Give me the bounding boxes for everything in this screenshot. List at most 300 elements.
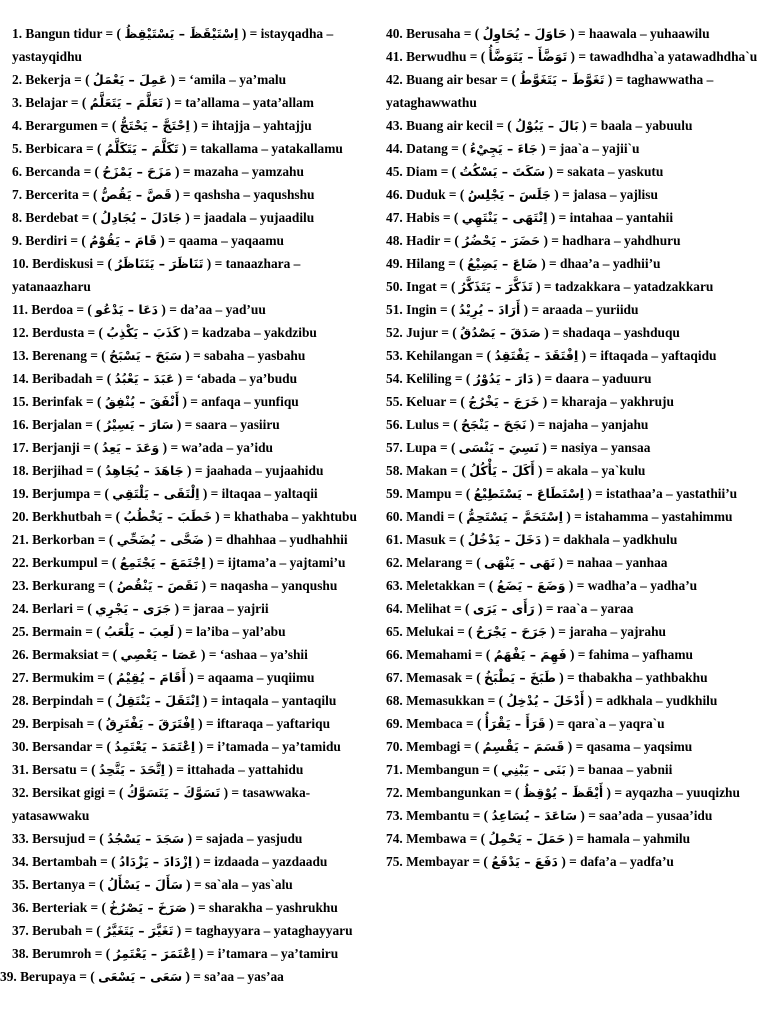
entry-number: 21. <box>12 532 29 547</box>
entry-number: 53. <box>386 348 403 363</box>
entry-transliteration: banaa – yabnii <box>588 762 673 777</box>
entry-word: Mampu <box>406 486 452 501</box>
entry-number: 40. <box>386 26 403 41</box>
entry-word: Berdiskusi <box>32 256 94 271</box>
entry-arabic: وَضَعَ – يَضَعُ <box>496 578 566 593</box>
entry-number: 6. <box>12 164 23 179</box>
entry-arabic: ضَحَّى – يُضَحِّي <box>116 532 205 547</box>
vocab-entry: 30. Bersandar = ( اِعْتَمَدَ – يَعْتَمِدُ ) = i’tamada – ya’tamidu <box>12 739 341 754</box>
entry-arabic: اِزْدَادَ – يَزْدَادُ <box>118 854 193 869</box>
entry-number: 57. <box>386 440 403 455</box>
vocab-entry: 28. Berpindah = ( اِنْتَقَلَ – يَنْتَقِلُ ) = intaqala – yantaqilu <box>12 693 337 708</box>
entry-word: Bermain <box>32 624 82 639</box>
entry-transliteration: naqasha – yanqushu <box>220 578 338 593</box>
entry-number: 68. <box>386 693 403 708</box>
vocab-entry: 34. Bertambah = ( اِزْدَادَ – يَزْدَادُ ) = izdaada – yazdaadu <box>12 854 328 869</box>
entry-number: 50. <box>386 279 403 294</box>
entry-transliteration: dhahhaa – yudhahhii <box>226 532 348 547</box>
entry-number: 1. <box>12 26 23 41</box>
vocab-entry: 24. Berlari = ( جَرَى – يَجْرِي ) = jaraa – yajrii <box>12 601 269 616</box>
entry-number: 45. <box>386 164 403 179</box>
vocab-entry: 58. Makan = ( أَكَلَ – يَأْكُلُ ) = akala – ya`kulu <box>386 463 646 478</box>
entry-arabic: جَاءَ – يَجِيْءُ <box>469 141 538 156</box>
entry-transliteration: najaha – yanjahu <box>548 417 649 432</box>
entry-number: 73. <box>386 808 403 823</box>
entry-arabic: أَيْقَظَ – يُوْقِظُ <box>522 785 604 800</box>
vocab-entry: 38. Berumroh = ( اِعْتَمَرَ – يَعْتَمِرُ ) = i’tamara – ya’tamiru <box>12 946 339 961</box>
entry-transliteration: la’iba – yal’abu <box>196 624 286 639</box>
entry-transliteration: ihtajja – yahtajju <box>212 118 312 133</box>
entry-number: 63. <box>386 578 403 593</box>
entry-number: 18. <box>12 463 29 478</box>
entry-word: Bersujud <box>32 831 85 846</box>
entry-word: Beribadah <box>32 371 93 386</box>
entry-word: Membayar <box>406 854 470 869</box>
entry-number: 5. <box>12 141 23 156</box>
entry-arabic: وَعَدَ – يَعِدُ <box>101 440 160 455</box>
entry-arabic: عَمِلَ – يَعْمَلُ <box>92 72 168 87</box>
vocab-entry: 40. Berusaha = ( حَاوَلَ – يُحَاوِلُ ) = haawala – yuhaawilu <box>386 26 710 41</box>
entry-arabic: اِسْتَطَاعَ – يَسْتَطِيْعُ <box>473 486 585 501</box>
entry-word: Bermaksiat <box>32 647 99 662</box>
entry-transliteration: jaraa – yajrii <box>193 601 269 616</box>
entry-word: Berkumpul <box>32 555 98 570</box>
entry-number: 33. <box>12 831 29 846</box>
entry-transliteration: thabakha – yathbakhu <box>578 670 708 685</box>
entry-word: Berkhutbah <box>32 509 102 524</box>
vocab-entry: 22. Berkumpul = ( اِجْتَمَعَ – يَجْتَمِعُ ) = ijtama’a – yajtami’u <box>12 555 346 570</box>
entry-transliteration: jalasa – yajlisu <box>573 187 658 202</box>
entry-transliteration: daara – yaduuru <box>555 371 652 386</box>
vocab-entry: 1. Bangun tidur = ( اِسْتَيْقَظَ – يَسْتَيْقِظُ ) = istayqadha – yastayqidhu <box>12 26 334 64</box>
entry-transliteration: ‘ashaa – ya’shii <box>219 647 308 662</box>
entry-number: 9. <box>12 233 23 248</box>
vocab-entry: 13. Berenang = ( سَبَحَ – يَسْبَحُ ) = sabaha – yasbahu <box>12 348 306 363</box>
vocab-entry: 57. Lupa = ( نَسِيَ – يَنْسَى ) = nasiya – yansaa <box>386 440 651 455</box>
vocab-entry: 59. Mampu = ( اِسْتَطَاعَ – يَسْتَطِيْعُ ) = istathaa’a – yastathii’u <box>386 486 738 501</box>
entry-transliteration: da’aa – yad’uu <box>180 302 266 317</box>
entry-word: Bangun tidur <box>25 26 103 41</box>
vocab-entry: 60. Mandi = ( اِسْتَحَمَّ – يَسْتَحِمُّ ) = istahamma – yastahimmu <box>386 509 733 524</box>
vocab-entry: 69. Membaca = ( قَرَأَ – يَقْرَأُ ) = qara`a – yaqra`u <box>386 716 665 731</box>
entry-transliteration: fahima – yafhamu <box>588 647 693 662</box>
vocab-entry: 48. Hadir = ( حَضَرَ – يَحْضُرُ ) = hadhara – yahdhuru <box>386 233 681 248</box>
vocab-entry: 10. Berdiskusi = ( تَنَاظَرَ – يَتَنَاظَرُ ) = tanaazhara – yatanaazharu <box>12 256 301 294</box>
entry-word: Memasak <box>406 670 462 685</box>
entry-arabic: اِتَّحَدَ – يَتَّحِدُ <box>98 762 166 777</box>
entry-transliteration: jaadala – yujaadilu <box>204 210 315 225</box>
entry-arabic: نَسِيَ – يَنْسَى <box>458 440 539 455</box>
entry-word: Berdiri <box>25 233 68 248</box>
vocab-entry: 9. Berdiri = ( قَامَ – يَقُوْمُ ) = qaama – yaqaamu <box>12 233 284 248</box>
entry-arabic: تَسَوَّكَ – يَتَسَوَّكُ <box>126 785 221 800</box>
entry-transliteration: qashsha – yaqushshu <box>193 187 315 202</box>
entry-word: Berjihad <box>32 463 83 478</box>
vocab-entry: 56. Lulus = ( نَجَحَ – يَنْجَحُ ) = najaha – yanjahu <box>386 417 649 432</box>
vocab-entry: 43. Buang air kecil = ( بَالَ – يَبُوْلُ ) = baala – yabuulu <box>386 118 693 133</box>
entry-number: 17. <box>12 440 29 455</box>
entry-number: 61. <box>386 532 403 547</box>
vocab-entry: 50. Ingat = ( تَذَكَّرَ – يَتَذَكَّرُ ) = tadzakkara – yatadzakkaru <box>386 279 714 294</box>
entry-transliteration: dafa’a – yadfa’u <box>580 854 674 869</box>
entry-arabic: سَاعَدَ – يُسَاعِدُ <box>491 808 578 823</box>
entry-word: Buang air besar <box>406 72 498 87</box>
entry-word: Duduk <box>406 187 446 202</box>
vocab-entry: 36. Berteriak = ( صَرَخَ – يَصْرُخُ ) = sharakha – yashrukhu <box>12 900 338 915</box>
entry-arabic: أَقَامَ – يُقِيْمُ <box>116 670 186 685</box>
entry-number: 29. <box>12 716 29 731</box>
entry-transliteration: taghawwatha – yataghawwathu <box>386 72 714 110</box>
entry-transliteration: aqaama – yuqiimu <box>208 670 315 685</box>
vocab-entry: 3. Belajar = ( تَعَلَّمَ – يَتَعَلَّمُ ) = ta’allama – yata’allam <box>12 95 314 110</box>
entry-arabic: صَرَخَ – يَصْرُخُ <box>109 900 187 915</box>
vocab-entry: 49. Hilang = ( ضَاعَ – يَضِيْعُ ) = dhaa’a – yadhii’u <box>386 256 661 271</box>
entry-transliteration: iftaqada – yaftaqidu <box>600 348 717 363</box>
entry-number: 67. <box>386 670 403 685</box>
entry-arabic: اِجْتَمَعَ – يَجْتَمِعُ <box>119 555 206 570</box>
entry-transliteration: wadha’a – yadha’u <box>587 578 698 593</box>
entry-word: Bersatu <box>32 762 77 777</box>
entry-arabic: عَبَدَ – يَعْبُدُ <box>114 371 175 386</box>
entry-number: 19. <box>12 486 29 501</box>
entry-number: 74. <box>386 831 403 846</box>
entry-arabic: اِسْتَيْقَظَ – يَسْتَيْقِظُ <box>124 26 239 41</box>
vocab-entry: 55. Keluar = ( خَرَجَ – يَخْرُجُ ) = kharaja – yakhruju <box>386 394 674 409</box>
entry-arabic: اِعْتَمَدَ – يَعْتَمِدُ <box>114 739 196 754</box>
entry-transliteration: tawadhdha`a yatawadhdha`u <box>589 49 758 64</box>
entry-transliteration: jaa`a – yajii`u <box>559 141 640 156</box>
vocab-entry: 51. Ingin = ( أَرَادَ – يُرِيْدُ ) = araada – yuriidu <box>386 302 639 317</box>
entry-transliteration: qasama – yaqsimu <box>586 739 693 754</box>
entry-number: 60. <box>386 509 403 524</box>
entry-word: Bercanda <box>25 164 81 179</box>
entry-number: 56. <box>386 417 403 432</box>
entry-word: Membantu <box>406 808 470 823</box>
entry-number: 35. <box>12 877 29 892</box>
entry-transliteration: araada – yuriidu <box>542 302 639 317</box>
entry-arabic: صَدَقَ – يَصْدُقُ <box>460 325 541 340</box>
entry-arabic: اِعْتَمَرَ – يَعْتَمِرُ <box>113 946 196 961</box>
entry-number: 42. <box>386 72 403 87</box>
vocab-entry: 20. Berkhutbah = ( خَطَبَ – يَخْطُبُ ) = khathaba – yakhtubu <box>12 509 357 524</box>
entry-arabic: قَرَأَ – يَقْرَأُ <box>484 716 546 731</box>
vocab-entry: 65. Melukai = ( جَرَحَ – يَجْرَحُ ) = jaraha – yajrahu <box>386 624 666 639</box>
entry-word: Berdoa <box>31 302 74 317</box>
vocab-entry: 12. Berdusta = ( كَذَبَ – يَكْذِبُ ) = kadzaba – yakdzibu <box>12 325 317 340</box>
entry-word: Berdebat <box>25 210 79 225</box>
vocab-entry: 61. Masuk = ( دَخَلَ – يَدْخُلُ ) = dakhala – yadkhulu <box>386 532 678 547</box>
entry-transliteration: jaraha – yajrahu <box>569 624 666 639</box>
entry-number: 25. <box>12 624 29 639</box>
entry-number: 71. <box>386 762 403 777</box>
entry-arabic: أَكَلَ – يَأْكُلُ <box>469 463 535 478</box>
vocab-entry: 52. Jujur = ( صَدَقَ – يَصْدُقُ ) = shadaqa – yashduqu <box>386 325 680 340</box>
entry-number: 70. <box>386 739 403 754</box>
vocab-entry: 71. Membangun = ( بَنَى – يَبْنِي ) = banaa – yabnii <box>386 762 673 777</box>
entry-word: Ingat <box>406 279 437 294</box>
entry-transliteration: iltaqaa – yaltaqii <box>221 486 318 501</box>
entry-transliteration: istahamma – yastahimmu <box>585 509 733 524</box>
entry-word: Berjumpa <box>32 486 91 501</box>
entry-arabic: تَذَكَّرَ – يَتَذَكَّرُ <box>458 279 533 294</box>
vocab-entry: 70. Membagi = ( قَسَمَ – يَقْسِمُ ) = qasama – yaqsimu <box>386 739 693 754</box>
left-column <box>0 22 377 988</box>
entry-transliteration: takallama – yatakallamu <box>200 141 343 156</box>
entry-word: Berusaha <box>406 26 461 41</box>
vocab-entry: 5. Berbicara = ( تَكَلَّمَ – يَتَكَلَّمُ ) = takallama – yatakallamu <box>12 141 343 156</box>
entry-word: Berupaya <box>20 969 76 984</box>
entry-transliteration: saara – yasiiru <box>195 417 280 432</box>
vocab-entry: 31. Bersatu = ( اِتَّحَدَ – يَتَّحِدُ ) = ittahada – yattahidu <box>12 762 304 777</box>
entry-arabic: دَارَ – يَدُوْرُ <box>473 371 534 386</box>
vocab-entry: 42. Buang air besar = ( تَغَوَّطَ – يَتَغَوَّطُ ) = taghawwatha – yataghawwathu <box>386 72 714 110</box>
entry-number: 24. <box>12 601 29 616</box>
entry-number: 47. <box>386 210 403 225</box>
entry-word: Bertanya <box>32 877 85 892</box>
entry-transliteration: wa’ada – ya’idu <box>181 440 273 455</box>
entry-transliteration: nasiya – yansaa <box>561 440 651 455</box>
entry-number: 44. <box>386 141 403 156</box>
entry-arabic: تَنَاظَرَ – يَتَنَاظَرُ <box>115 256 204 271</box>
entry-arabic: تَغَوَّطَ – يَتَغَوَّطُ <box>519 72 605 87</box>
entry-word: Lulus <box>406 417 439 432</box>
entry-word: Keluar <box>406 394 447 409</box>
vocab-entry: 6. Bercanda = ( مَزَحَ – يَمْزَحُ ) = mazaha – yamzahu <box>12 164 304 179</box>
vocab-entry: 19. Berjumpa = ( اِلْتَقَى – يَلْتَقِي ) = iltaqaa – yaltaqii <box>12 486 318 501</box>
entry-transliteration: adkhala – yudkhilu <box>606 693 718 708</box>
entry-transliteration: ittahada – yattahidu <box>187 762 304 777</box>
entry-arabic: سَعَى – يَسْعَى <box>98 969 183 984</box>
entry-arabic: اِحْتَجَّ – يَحْتَجُّ <box>119 118 190 133</box>
entry-arabic: بَنَى – يَبْنِي <box>501 762 567 777</box>
entry-word: Hadir <box>406 233 441 248</box>
vocab-entry: 11. Berdoa = ( دَعَا – يَدْعُو ) = da’aa – yad’uu <box>12 302 266 317</box>
entry-number: 16. <box>12 417 29 432</box>
entry-transliteration: shadaqa – yashduqu <box>563 325 680 340</box>
entry-arabic: حَمَلَ – يَحْمِلُ <box>488 831 566 846</box>
entry-number: 13. <box>12 348 29 363</box>
entry-arabic: نَهَى – يَنْهَى <box>484 555 556 570</box>
entry-word: Bersandar <box>32 739 93 754</box>
entry-transliteration: kadzaba – yakdzibu <box>202 325 317 340</box>
vocab-entry: 54. Keliling = ( دَارَ – يَدُوْرُ ) = daara – yaduuru <box>386 371 652 386</box>
entry-number: 10. <box>12 256 29 271</box>
vocab-entry: 27. Bermukim = ( أَقَامَ – يُقِيْمُ ) = aqaama – yuqiimu <box>12 670 315 685</box>
entry-arabic: جَاهَدَ – يُجَاهِدُ <box>104 463 184 478</box>
vocab-entry: 35. Bertanya = ( سَأَلَ – يَسْأَلُ ) = sa`ala – yas`alu <box>12 877 293 892</box>
entry-word: Berpisah <box>32 716 84 731</box>
entry-arabic: خَطَبَ – يَخْطُبُ <box>123 509 212 524</box>
entry-word: Membangun <box>406 762 480 777</box>
entry-transliteration: khathaba – yakhtubu <box>234 509 357 524</box>
entry-number: 48. <box>386 233 403 248</box>
entry-number: 2. <box>12 72 23 87</box>
entry-transliteration: tasawwaka- yatasawwaku <box>12 785 311 823</box>
entry-arabic: تَغَيَّرَ – يَتَغَيَّرُ <box>104 923 174 938</box>
entry-word: Membagi <box>406 739 461 754</box>
entry-transliteration: sharakha – yashrukhu <box>209 900 338 915</box>
entry-number: 41. <box>386 49 403 64</box>
entry-transliteration: tadzakkara – yatadzakkaru <box>554 279 714 294</box>
entry-number: 52. <box>386 325 403 340</box>
entry-word: Melarang <box>406 555 462 570</box>
vocab-entry: 67. Memasak = ( طَبَخَ – يَطْبَخُ ) = thabakha – yathbakhu <box>386 670 708 685</box>
entry-word: Keliling <box>406 371 452 386</box>
vocab-entry: 4. Berargumen = ( اِحْتَجَّ – يَحْتَجُّ ) = ihtajja – yahtajju <box>12 118 312 133</box>
entry-transliteration: hadhara – yahdhuru <box>562 233 681 248</box>
entry-transliteration: saa’ada – yusaa’idu <box>599 808 713 823</box>
entry-transliteration: ‘amila – ya’malu <box>189 72 287 87</box>
entry-number: 66. <box>386 647 403 662</box>
vocab-entry: 72. Membangunkan = ( أَيْقَظَ – يُوْقِظُ ) = ayqazha – yuuqizhu <box>386 785 740 800</box>
entry-transliteration: sa`ala – yas`alu <box>204 877 293 892</box>
entry-word: Mandi <box>406 509 445 524</box>
entry-arabic: اِفْتَقَدَ – يَفْتَقِدُ <box>494 348 579 363</box>
right-column <box>386 22 764 873</box>
entry-transliteration: qara`a – yaqra`u <box>567 716 665 731</box>
entry-word: Berinfak <box>32 394 83 409</box>
entry-number: 22. <box>12 555 29 570</box>
entry-transliteration: sa’aa – yas’aa <box>204 969 284 984</box>
entry-number: 49. <box>386 256 403 271</box>
vocab-entry: 63. Meletakkan = ( وَضَعَ – يَضَعُ ) = wadha’a – yadha’u <box>386 578 698 593</box>
entry-arabic: حَضَرَ – يَحْضُرُ <box>462 233 541 248</box>
entry-transliteration: baala – yabuulu <box>600 118 693 133</box>
entry-arabic: قَسَمَ – يَقْسِمُ <box>482 739 565 754</box>
entry-arabic: نَجَحَ – يَنْجَحُ <box>461 417 527 432</box>
entry-arabic: سَأَلَ – يَسْأَلُ <box>107 877 183 892</box>
vocab-entry: 74. Membawa = ( حَمَلَ – يَحْمِلُ ) = hamala – yahmilu <box>386 831 691 846</box>
entry-arabic: حَاوَلَ – يُحَاوِلُ <box>482 26 567 41</box>
entry-number: 23. <box>12 578 29 593</box>
entry-arabic: جَرَى – يَجْرِي <box>95 601 172 616</box>
entry-number: 39. <box>0 969 17 984</box>
entry-arabic: تَوَضَّأَ – يَتَوَضَّأُ <box>488 49 568 64</box>
entry-number: 32. <box>12 785 29 800</box>
entry-arabic: اِلْتَقَى – يَلْتَقِي <box>112 486 200 501</box>
entry-word: Memahami <box>406 647 472 662</box>
entry-transliteration: intahaa – yantahii <box>569 210 674 225</box>
entry-transliteration: raa`a – yaraa <box>556 601 634 616</box>
entry-arabic: اِنْتَهَى – يَنْتَهِي <box>461 210 548 225</box>
entry-word: Berjalan <box>32 417 82 432</box>
vocab-entry: 39. Berupaya = ( سَعَى – يَسْعَى ) = sa’aa – yas’aa <box>0 969 284 984</box>
entry-arabic: سَبَحَ – يَسْبَحُ <box>109 348 182 363</box>
entry-arabic: سَجَدَ – يَسْجُدُ <box>107 831 185 846</box>
entry-arabic: لَعِبَ – يَلْعَبُ <box>104 624 175 639</box>
entry-word: Berkurang <box>32 578 95 593</box>
entry-word: Bersikat gigi <box>32 785 105 800</box>
entry-transliteration: akala – ya`kulu <box>556 463 646 478</box>
entry-transliteration: mazaha – yamzahu <box>193 164 304 179</box>
entry-word: Berwudhu <box>406 49 467 64</box>
entry-transliteration: nahaa – yanhaa <box>577 555 668 570</box>
entry-transliteration: istathaa’a – yastathii’u <box>606 486 738 501</box>
entry-arabic: قَامَ – يَقُوْمُ <box>89 233 157 248</box>
vocab-entry: 26. Bermaksiat = ( عَصَا – يَعْصِي ) = ‘ashaa – ya’shii <box>12 647 308 662</box>
entry-arabic: فَهِمَ – يَفْهَمُ <box>493 647 567 662</box>
entry-arabic: سَكَتَ – يَسْكُتُ <box>459 164 546 179</box>
entry-arabic: تَعَلَّمَ – يَتَعَلَّمُ <box>89 95 164 110</box>
entry-number: 3. <box>12 95 23 110</box>
entry-word: Membangunkan <box>406 785 501 800</box>
entry-transliteration: haawala – yuhaawilu <box>589 26 710 41</box>
entry-arabic: جَلَسَ – يَجْلِسُ <box>467 187 551 202</box>
vocab-entry: 75. Membayar = ( دَفَعَ – يَدْفَعُ ) = dafa’a – yadfa’u <box>386 854 674 869</box>
entry-transliteration: tanaazhara – yatanaazharu <box>12 256 301 294</box>
entry-transliteration: i’tamara – ya’tamiru <box>217 946 339 961</box>
vocab-entry: 14. Beribadah = ( عَبَدَ – يَعْبُدُ ) = ‘abada – ya’budu <box>12 371 298 386</box>
entry-number: 43. <box>386 118 403 133</box>
entry-arabic: رَأَى – يَرَى <box>472 601 535 616</box>
entry-transliteration: i’tamada – ya’tamidu <box>217 739 341 754</box>
entry-number: 30. <box>12 739 29 754</box>
entry-word: Membawa <box>406 831 467 846</box>
entry-arabic: سَارَ – يَسِيْرُ <box>104 417 174 432</box>
entry-transliteration: ‘abada – ya’budu <box>196 371 298 386</box>
entry-arabic: دَخَلَ – يَدْخُلُ <box>467 532 542 547</box>
entry-arabic: عَصَا – يَعْصِي <box>120 647 198 662</box>
entry-word: Berenang <box>32 348 87 363</box>
vocab-entry: 66. Memahami = ( فَهِمَ – يَفْهَمُ ) = fahima – yafhamu <box>386 647 693 662</box>
entry-number: 31. <box>12 762 29 777</box>
entry-arabic: أَنْفَقَ – يُنْفِقُ <box>104 394 180 409</box>
entry-transliteration: istayqadha – yastayqidhu <box>12 26 334 64</box>
entry-number: 14. <box>12 371 29 386</box>
entry-word: Masuk <box>406 532 446 547</box>
entry-number: 20. <box>12 509 29 524</box>
entry-number: 12. <box>12 325 29 340</box>
entry-arabic: نَقَصَ – يَنْقُصُ <box>116 578 199 593</box>
entry-transliteration: qaama – yaqaamu <box>179 233 284 248</box>
vocab-entry: 29. Berpisah = ( اِفْتَرَقَ – يَفْتَرِقُ ) = iftaraqa – yaftariqu <box>12 716 331 731</box>
entry-word: Berteriak <box>32 900 88 915</box>
vocab-entry: 7. Bercerita = ( قَصَّ – يَقُصُّ ) = qashsha – yaqushshu <box>12 187 315 202</box>
entry-word: Melukai <box>406 624 454 639</box>
entry-word: Berjanji <box>32 440 80 455</box>
vocab-entry: 64. Melihat = ( رَأَى – يَرَى ) = raa`a – yaraa <box>386 601 634 616</box>
vocab-entry: 62. Melarang = ( نَهَى – يَنْهَى ) = nahaa – yanhaa <box>386 555 668 570</box>
entry-arabic: دَفَعَ – يَدْفَعُ <box>491 854 558 869</box>
entry-word: Belajar <box>25 95 68 110</box>
entry-number: 65. <box>386 624 403 639</box>
entry-word: Jujur <box>406 325 438 340</box>
entry-arabic: أَرَادَ – يُرِيْدُ <box>458 302 521 317</box>
entry-word: Bekerja <box>25 72 71 87</box>
entry-arabic: تَكَلَّمَ – يَتَكَلَّمُ <box>104 141 179 156</box>
entry-word: Bercerita <box>25 187 79 202</box>
vocab-entry: 16. Berjalan = ( سَارَ – يَسِيْرُ ) = saara – yasiiru <box>12 417 280 432</box>
vocab-entry: 21. Berkorban = ( ضَحَّى – يُضَحِّي ) = dhahhaa – yudhahhii <box>12 532 348 547</box>
entry-number: 15. <box>12 394 29 409</box>
entry-word: Membaca <box>406 716 463 731</box>
entry-word: Berbicara <box>25 141 83 156</box>
entry-number: 51. <box>386 302 403 317</box>
entry-word: Buang air kecil <box>406 118 493 133</box>
vocab-entry: 17. Berjanji = ( وَعَدَ – يَعِدُ ) = wa’ada – ya’idu <box>12 440 273 455</box>
entry-word: Kehilangan <box>406 348 473 363</box>
vocab-entry: 53. Kehilangan = ( اِفْتَقَدَ – يَفْتَقِدُ ) = iftaqada – yaftaqidu <box>386 348 717 363</box>
entry-word: Berargumen <box>25 118 98 133</box>
entry-arabic: اِفْتَرَقَ – يَفْتَرِقُ <box>105 716 195 731</box>
entry-transliteration: anfaqa – yunfiqu <box>201 394 299 409</box>
entry-transliteration: hamala – yahmilu <box>587 831 691 846</box>
entry-transliteration: taghayyara – yataghayyaru <box>195 923 353 938</box>
entry-word: Berpindah <box>32 693 94 708</box>
entry-transliteration: izdaada – yazdaadu <box>214 854 328 869</box>
entry-word: Meletakkan <box>406 578 475 593</box>
entry-arabic: اِسْتَحَمَّ – يَسْتَحِمُّ <box>466 509 563 524</box>
